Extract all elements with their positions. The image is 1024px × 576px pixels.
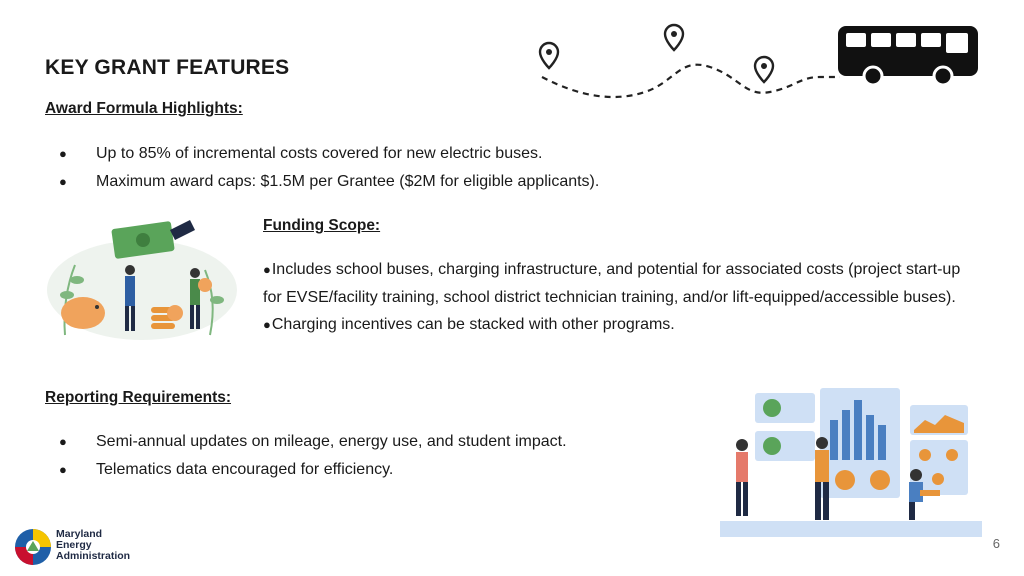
reporting-list	[45, 428, 685, 483]
funding-heading: Funding Scope:	[263, 217, 381, 234]
award-heading: Award Formula Highlights:	[45, 100, 243, 117]
funding-paragraph: ●Includes school buses, charging infrastructure, and potential for associated costs (project start-up for EVSE/facility training, school district technician training, and/or lift-equipped/accessible buses).	[263, 261, 961, 306]
award-list	[45, 140, 745, 195]
funding-body	[263, 256, 983, 339]
page-number: 6	[992, 536, 1000, 551]
reporting-heading: Reporting Requirements:	[45, 389, 232, 406]
list-item: ● Up to 85% of incremental costs covered for new electric buses.	[45, 140, 745, 168]
bus-icon	[838, 26, 978, 85]
list-item: ● Telematics data encouraged for efficiency.	[45, 456, 685, 484]
bus-route-illustration	[520, 22, 990, 112]
person-icon	[736, 439, 748, 516]
logo-line: Maryland	[56, 528, 103, 540]
logo-line: Energy	[56, 539, 92, 551]
mea-logo	[14, 526, 134, 566]
list-item: ● Maximum award caps: $1.5M per Grantee ($2M for eligible applicants).	[45, 168, 745, 196]
bullet-glyph: ●	[263, 262, 271, 277]
map-pin-icon	[665, 25, 683, 50]
funding-illustration	[45, 215, 240, 340]
piggy-bank-icon	[61, 297, 105, 329]
slide-title: KEY GRANT FEATURES	[45, 56, 290, 79]
logo-line: Administration	[56, 550, 131, 562]
funding-paragraph: ●Charging incentives can be stacked with other programs.	[263, 316, 675, 333]
dashboard-illustration	[720, 385, 985, 540]
maryland-flag-icon	[14, 528, 52, 566]
map-pin-icon	[755, 57, 773, 82]
map-pin-icon	[540, 43, 558, 68]
bullet-glyph: ●	[263, 317, 271, 332]
list-item: ● Semi-annual updates on mileage, energy use, and student impact.	[45, 428, 685, 456]
